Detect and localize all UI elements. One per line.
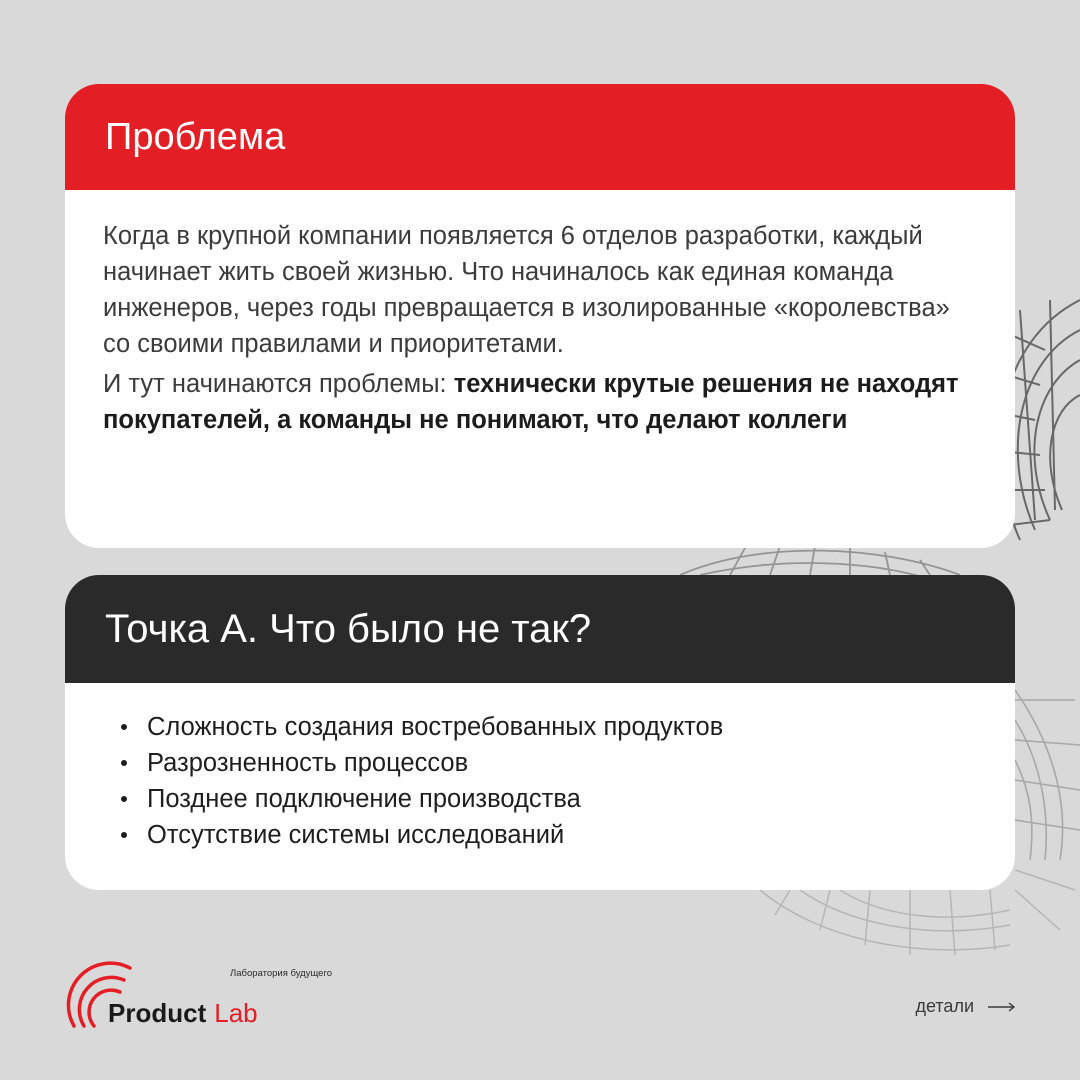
arrow-right-icon — [988, 1002, 1016, 1012]
list-item-text: Отсутствие системы исследований — [147, 821, 565, 849]
problem-paragraph-2-lead: И тут начинаются проблемы: — [103, 370, 454, 398]
point-a-bullet-list — [65, 683, 1015, 853]
bullet-icon — [121, 796, 127, 802]
logo-wordmark — [108, 998, 258, 1029]
details-label: детали — [915, 996, 974, 1016]
list-item — [105, 745, 1015, 781]
problem-paragraph-2-emphasis: технически крутые решения не находят покупателей, а команды не понимают, что делают коллеги — [103, 370, 959, 434]
problem-card — [65, 84, 1015, 548]
list-item-text: Сложность создания востребованных продуктов — [147, 713, 724, 741]
problem-paragraph-1: Когда в крупной компании появляется 6 отделов разработки, каждый начинает жить своей жизнью. Что начиналось как единая команда инженеров, через годы превращается в изолированные «королевства» со своими правилами и приоритетами. — [103, 222, 950, 358]
logo-tagline: Лаборатория будущего — [230, 968, 332, 979]
product-lab-logo — [62, 960, 332, 1035]
list-item-text: Позднее подключение производства — [147, 785, 581, 813]
point-a-card — [65, 575, 1015, 890]
list-item-text: Разрозненность процессов — [147, 749, 469, 777]
list-item — [105, 781, 1015, 817]
logo-name-primary: Product — [108, 998, 207, 1028]
problem-heading: Проблема — [65, 84, 1015, 190]
list-item — [105, 817, 1015, 853]
problem-body — [65, 190, 1015, 438]
problem-paragraph-2 — [103, 366, 975, 438]
bullet-icon — [121, 724, 127, 730]
details-link[interactable] — [915, 996, 1016, 1017]
bullet-icon — [121, 760, 127, 766]
logo-name-secondary: Lab — [214, 998, 258, 1028]
point-a-heading: Точка А. Что было не так? — [65, 575, 1015, 683]
bullet-icon — [121, 832, 127, 838]
list-item — [105, 709, 1015, 745]
